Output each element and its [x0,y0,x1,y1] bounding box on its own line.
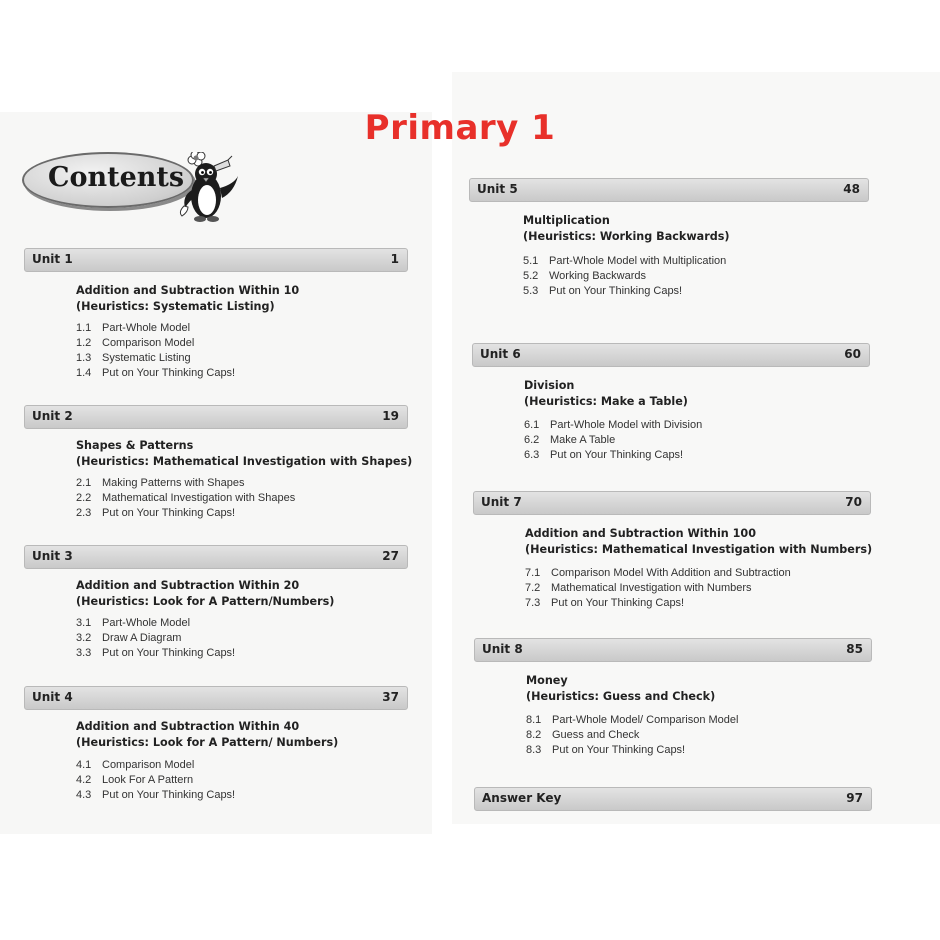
answer-key-header[interactable] [474,787,872,811]
unit-3-topic [76,578,334,609]
unit-5-heuristic: (Heuristics: Working Backwards) [523,229,730,243]
unit-7-label: Unit 7 [481,495,522,509]
answer-key-page: 97 [846,791,863,805]
list-item[interactable]: 5.2 Working Backwards [523,270,646,282]
unit-1-title: Addition and Subtraction Within 10 [76,284,300,297]
unit-4-label: Unit 4 [32,690,73,704]
unit-6-title: Division [524,379,575,392]
unit-3-items [76,616,235,661]
unit-7-header[interactable] [473,491,871,515]
list-item[interactable]: 4.1 Comparison Model [76,759,195,771]
list-item[interactable]: 4.3 Put on Your Thinking Caps! [76,789,236,801]
unit-7-page: 70 [845,495,862,509]
unit-6-label: Unit 6 [480,347,521,361]
list-item[interactable]: 4.2 Look For A Pattern [76,774,194,786]
list-item[interactable]: 6.2 Make A Table [524,434,616,446]
unit-8-items [526,713,738,758]
unit-7-topic [525,526,872,557]
list-item[interactable]: 5.3 Put on Your Thinking Caps! [523,285,683,297]
unit-6-items [524,418,702,463]
unit-6-header[interactable] [472,343,870,367]
unit-3-title: Addition and Subtraction Within 20 [76,579,300,592]
list-item[interactable]: 7.1 Comparison Model With Addition and Subtraction [525,567,791,579]
list-item[interactable]: 2.1 Making Patterns with Shapes [76,477,245,489]
list-item[interactable]: 2.3 Put on Your Thinking Caps! [76,507,236,519]
list-item[interactable]: 7.3 Put on Your Thinking Caps! [525,597,685,609]
list-item[interactable]: 1.2 Comparison Model [76,337,195,349]
unit-1-header[interactable] [24,248,408,272]
list-item[interactable]: 8.3 Put on Your Thinking Caps! [526,744,686,756]
unit-2-topic [76,438,412,469]
unit-4-title: Addition and Subtraction Within 40 [76,720,300,733]
grade-banner: Primary 1 [364,108,556,148]
unit-8-label: Unit 8 [482,642,523,656]
unit-3-page: 27 [382,549,399,563]
list-item[interactable]: 5.1 Part-Whole Model with Multiplication [523,255,727,267]
unit-4-header[interactable] [24,686,408,710]
unit-2-label: Unit 2 [32,409,73,423]
unit-4-page: 37 [382,690,399,704]
unit-2-items [76,476,295,521]
contents-heading: Contents [48,162,185,193]
unit-5-page: 48 [843,182,860,196]
unit-1-page: 1 [390,252,399,266]
unit-6-heuristic: (Heuristics: Make a Table) [524,394,688,408]
list-item[interactable]: 1.4 Put on Your Thinking Caps! [76,367,236,379]
unit-2-heuristic: (Heuristics: Mathematical Investigation with Shapes) [76,454,413,468]
unit-1-items [76,321,235,381]
unit-3-header[interactable] [24,545,408,569]
list-item[interactable]: 8.1 Part-Whole Model/ Comparison Model [526,714,739,726]
unit-5-label: Unit 5 [477,182,518,196]
unit-7-title: Addition and Subtraction Within 100 [525,527,756,540]
unit-4-items [76,758,235,803]
unit-6-page: 60 [844,347,861,361]
unit-7-items [525,566,791,611]
unit-8-heuristic: (Heuristics: Guess and Check) [526,689,716,703]
answer-key-label: Answer Key [482,791,562,805]
unit-3-label: Unit 3 [32,549,73,563]
penguin-mascot-icon [176,152,246,232]
unit-3-heuristic: (Heuristics: Look for A Pattern/Numbers) [76,594,335,608]
list-item[interactable]: 1.3 Systematic Listing [76,352,191,364]
list-item[interactable]: 3.3 Put on Your Thinking Caps! [76,647,236,659]
list-item[interactable]: 1.1 Part-Whole Model [76,322,191,334]
list-item[interactable]: 3.1 Part-Whole Model [76,617,191,629]
list-item[interactable]: 7.2 Mathematical Investigation with Numbers [525,582,752,594]
unit-7-heuristic: (Heuristics: Mathematical Investigation with Numbers) [525,542,873,556]
unit-8-topic [526,673,715,704]
unit-2-title: Shapes & Patterns [76,439,194,452]
unit-2-header[interactable] [24,405,408,429]
unit-8-page: 85 [846,642,863,656]
unit-2-page: 19 [382,409,399,423]
unit-6-topic [524,378,688,409]
unit-1-label: Unit 1 [32,252,73,266]
unit-5-items [523,254,726,299]
list-item[interactable]: 2.2 Mathematical Investigation with Shapes [76,492,296,504]
unit-4-heuristic: (Heuristics: Look for A Pattern/ Numbers) [76,735,339,749]
unit-8-header[interactable] [474,638,872,662]
unit-5-header[interactable] [469,178,869,202]
unit-4-topic [76,719,338,750]
unit-5-title: Multiplication [523,214,610,227]
unit-1-topic [76,283,299,314]
list-item[interactable]: 6.1 Part-Whole Model with Division [524,419,703,431]
list-item[interactable]: 3.2 Draw A Diagram [76,632,182,644]
unit-5-topic [523,213,730,244]
list-item[interactable]: 8.2 Guess and Check [526,729,640,741]
unit-8-title: Money [526,674,568,687]
list-item[interactable]: 6.3 Put on Your Thinking Caps! [524,449,684,461]
unit-1-heuristic: (Heuristics: Systematic Listing) [76,299,275,313]
